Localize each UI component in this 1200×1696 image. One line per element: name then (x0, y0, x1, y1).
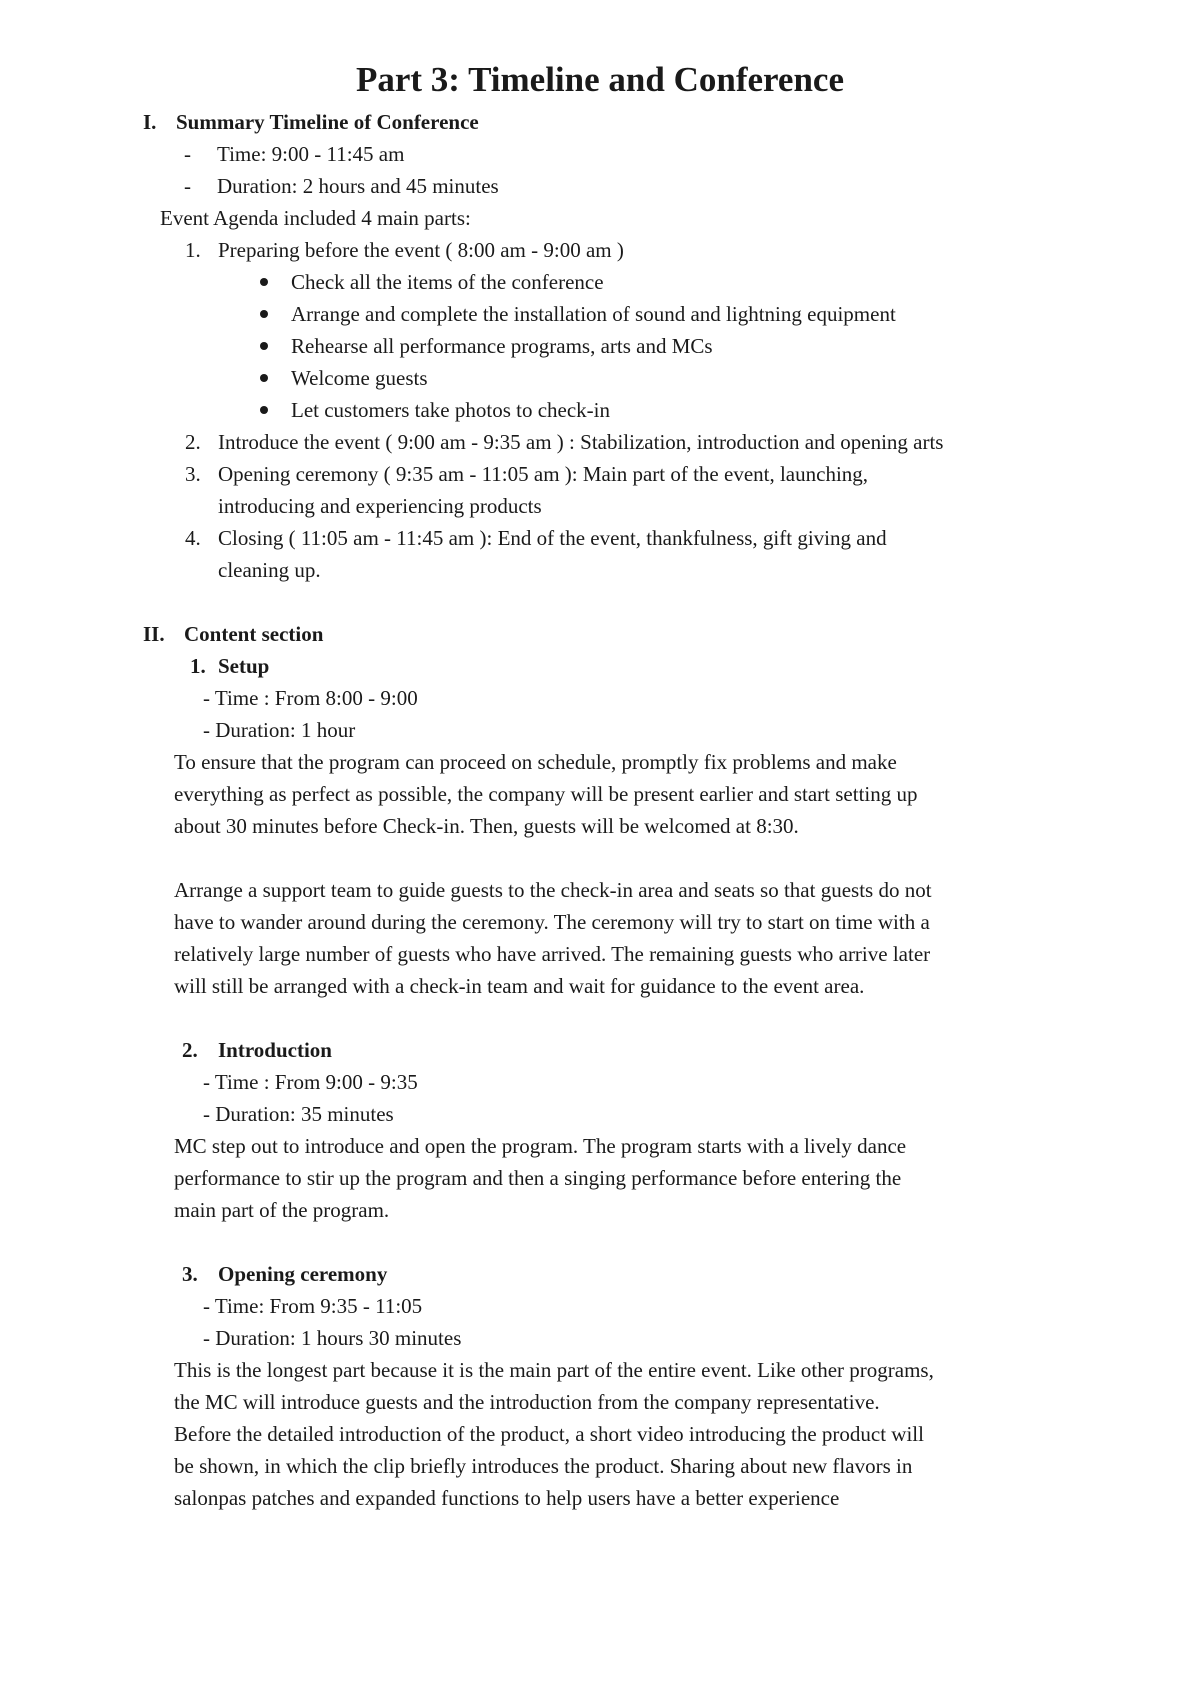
paragraph-line: have to wander around during the ceremony. The ceremony will try to start on time with a (174, 910, 930, 934)
bullet-icon (260, 278, 268, 286)
summary-duration: Duration: 2 hours and 45 minutes (217, 174, 499, 198)
subsection-time: - Time : From 8:00 - 9:00 (203, 686, 418, 710)
agenda-bullet-item: Arrange and complete the installation of sound and lightning equipment (291, 302, 896, 326)
subsection-duration: - Duration: 1 hours 30 minutes (203, 1326, 462, 1350)
paragraph-line: will still be arranged with a check-in team and wait for guidance to the event area. (174, 974, 865, 998)
subsection-number: 1. (190, 654, 206, 678)
bullet-icon (260, 374, 268, 382)
agenda-part-number: 2. (185, 430, 201, 454)
agenda-bullet-item: Rehearse all performance programs, arts and MCs (291, 334, 713, 358)
agenda-part-number: 1. (185, 238, 201, 262)
agenda-part-text: cleaning up. (218, 558, 321, 582)
paragraph-line: Arrange a support team to guide guests to the check-in area and seats so that guests do not (174, 878, 932, 902)
subsection-heading: Opening ceremony (218, 1262, 388, 1286)
dash-marker: - (184, 142, 191, 166)
subsection-number: 2. (182, 1038, 198, 1062)
paragraph-line: the MC will introduce guests and the introduction from the company representative. (174, 1390, 880, 1414)
bullet-icon (260, 310, 268, 318)
paragraph-line: performance to stir up the program and then a singing performance before entering the (174, 1166, 902, 1190)
subsection-duration: - Duration: 1 hour (203, 718, 356, 742)
section-2-heading: Content section (184, 622, 324, 646)
bullet-icon (260, 342, 268, 350)
paragraph-line: relatively large number of guests who have arrived. The remaining guests who arrive later (174, 942, 931, 966)
paragraph-line: be shown, in which the clip briefly introduces the product. Sharing about new flavors in (174, 1454, 913, 1478)
agenda-part-text: Closing ( 11:05 am - 11:45 am ): End of the event, thankfulness, gift giving and (218, 526, 887, 550)
paragraph-line: MC step out to introduce and open the program. The program starts with a lively dance (174, 1134, 907, 1158)
paragraph-line: Before the detailed introduction of the product, a short video introducing the product will (174, 1422, 924, 1446)
paragraph-line: everything as perfect as possible, the company will be present earlier and start setting up (174, 782, 918, 806)
section-1-heading: Summary Timeline of Conference (176, 110, 479, 134)
section-2-numeral: II. (143, 622, 165, 646)
page-title: Part 3: Timeline and Conference (355, 60, 844, 99)
section-1-numeral: I. (143, 110, 157, 134)
agenda-part-text: introducing and experiencing products (218, 494, 542, 518)
paragraph-line: To ensure that the program can proceed on schedule, promptly fix problems and make (174, 750, 897, 774)
bullet-icon (260, 406, 268, 414)
subsection-time: - Time: From 9:35 - 11:05 (203, 1294, 423, 1318)
subsection-heading: Introduction (218, 1038, 332, 1062)
agenda-part-number: 4. (185, 526, 201, 550)
paragraph-line: This is the longest part because it is the main part of the entire event. Like other programs, (174, 1358, 934, 1382)
dash-marker: - (184, 174, 191, 198)
agenda-bullet-item: Let customers take photos to check-in (291, 398, 610, 422)
paragraph-line: main part of the program. (174, 1198, 390, 1222)
subsection-heading: Setup (218, 654, 270, 678)
subsection-time: - Time : From 9:00 - 9:35 (203, 1070, 418, 1094)
summary-time: Time: 9:00 - 11:45 am (217, 142, 405, 166)
agenda-part-text: Preparing before the event ( 8:00 am - 9:00 am ) (218, 238, 624, 262)
agenda-part-text: Introduce the event ( 9:00 am - 9:35 am ) : Stabilization, introduction and opening arts (218, 430, 944, 454)
paragraph-line: about 30 minutes before Check-in. Then, guests will be welcomed at 8:30. (174, 814, 799, 838)
agenda-part-text: Opening ceremony ( 9:35 am - 11:05 am ): Main part of the event, launching, (218, 462, 869, 486)
paragraph-line: salonpas patches and expanded functions to help users have a better experience (174, 1486, 840, 1510)
agenda-intro: Event Agenda included 4 main parts: (160, 206, 471, 230)
agenda-bullet-item: Welcome guests (291, 366, 428, 390)
subsection-duration: - Duration: 35 minutes (203, 1102, 394, 1126)
subsection-number: 3. (182, 1262, 198, 1286)
agenda-part-number: 3. (185, 462, 201, 486)
agenda-bullet-item: Check all the items of the conference (291, 270, 604, 294)
